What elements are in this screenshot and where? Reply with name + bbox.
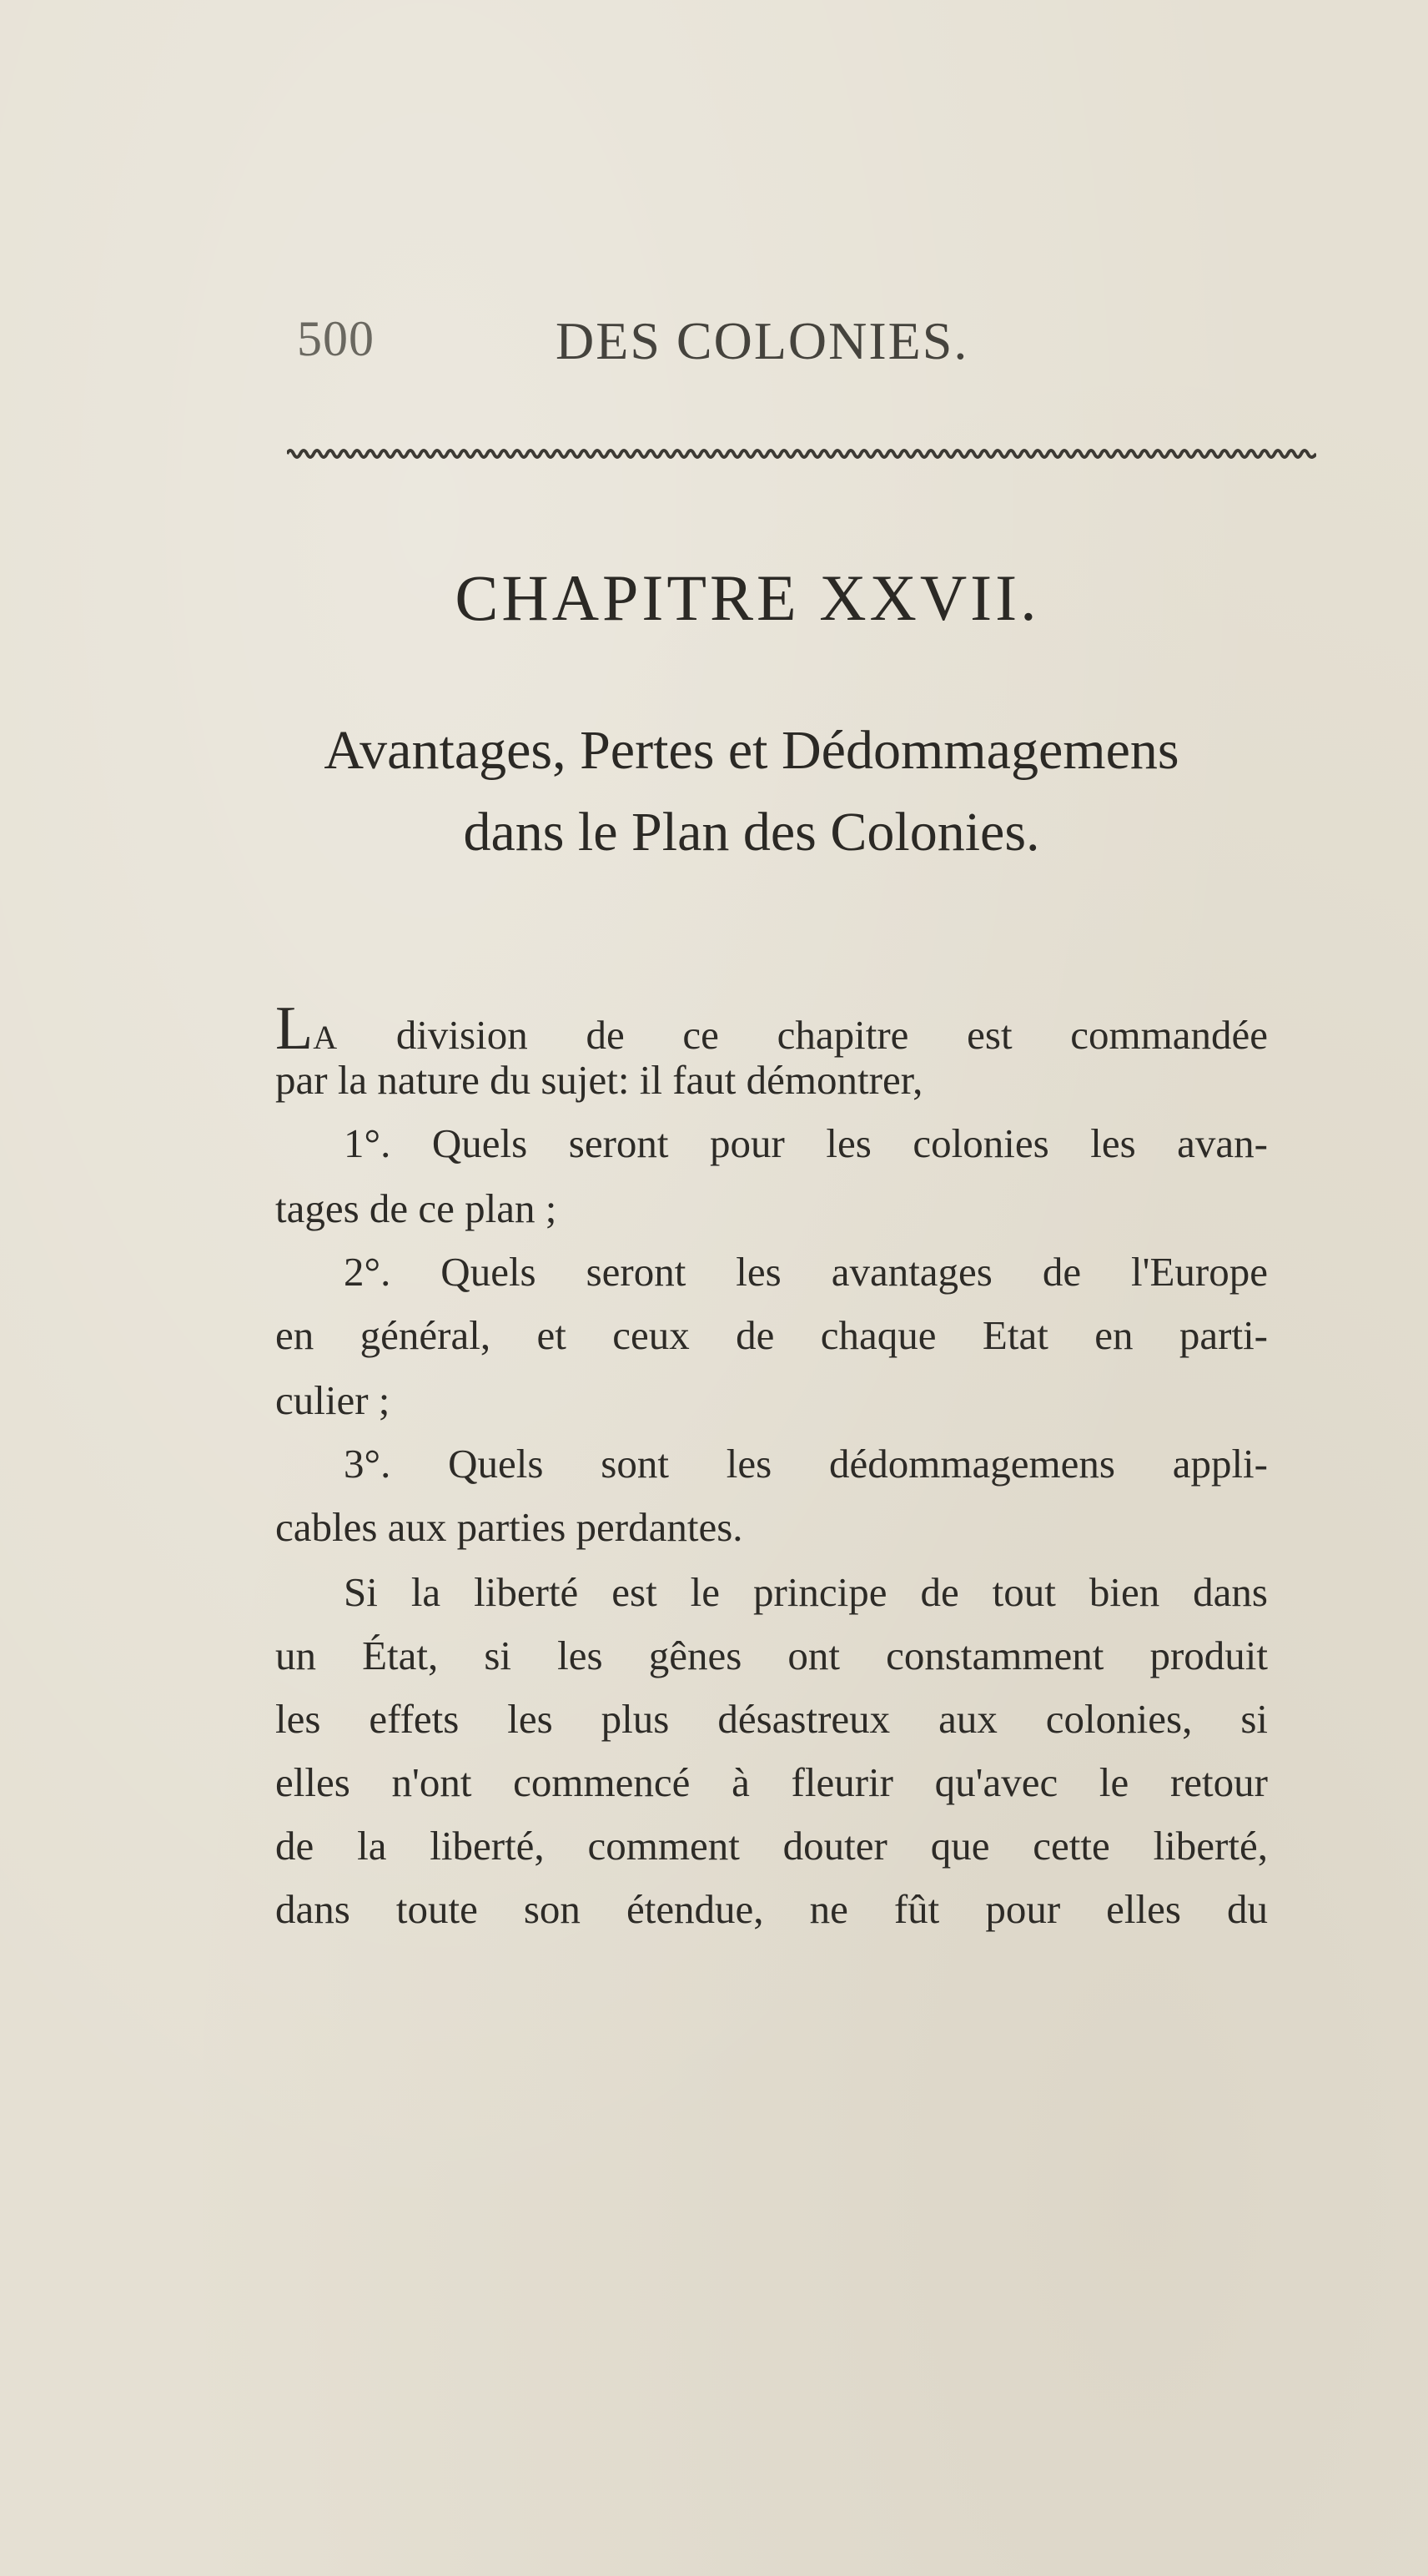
body-line-text: division de ce chapitre est commandée [395, 1012, 1268, 1058]
decorative-rule [287, 447, 1316, 460]
body-line-5: 2°. Quels seront les avantages de l'Europe [344, 1249, 1268, 1295]
body-line-12: les effets les plus désastreux aux colonies, si [275, 1696, 1268, 1742]
first-word-smallcaps: A [313, 1019, 339, 1056]
body-line-2: par la nature du sujet: il faut démontrer, [275, 1057, 923, 1103]
body-line-7: culier ; [275, 1377, 390, 1423]
body-line-3: 1°. Quels seront pour les colonies les avan- [344, 1120, 1268, 1166]
running-title: DES COLONIES. [556, 311, 969, 370]
body-line-14: de la liberté, comment douter que cette liberté, [275, 1823, 1268, 1869]
body-line-11: un État, si les gênes ont constamment produit [275, 1633, 1268, 1678]
body-line-6: en général, et ceux de chaque Etat en parti- [275, 1312, 1268, 1358]
body-line-15: dans toute son étendue, ne fût pour elles du [275, 1886, 1268, 1932]
chapter-subtitle-line-1: Avantages, Pertes et Dédommagemens [324, 720, 1179, 781]
body-line-10: Si la liberté est le principe de tout bien dans [344, 1569, 1268, 1615]
running-head [297, 310, 1298, 369]
body-line-4: tages de ce plan ; [275, 1185, 557, 1231]
drop-cap: L [275, 994, 314, 1063]
chapter-title: CHAPITRE XXVII. [455, 561, 1040, 634]
body-line-13: elles n'ont commencé à fleurir qu'avec le retour [275, 1759, 1268, 1805]
page-number: 500 [297, 311, 375, 366]
body-line-1 [275, 994, 1268, 1063]
body-line-9: cables aux parties perdantes. [275, 1504, 743, 1550]
body-line-8: 3°. Quels sont les dédommagemens appli- [344, 1441, 1268, 1487]
chapter-subtitle-line-2: dans le Plan des Colonies. [463, 802, 1040, 863]
